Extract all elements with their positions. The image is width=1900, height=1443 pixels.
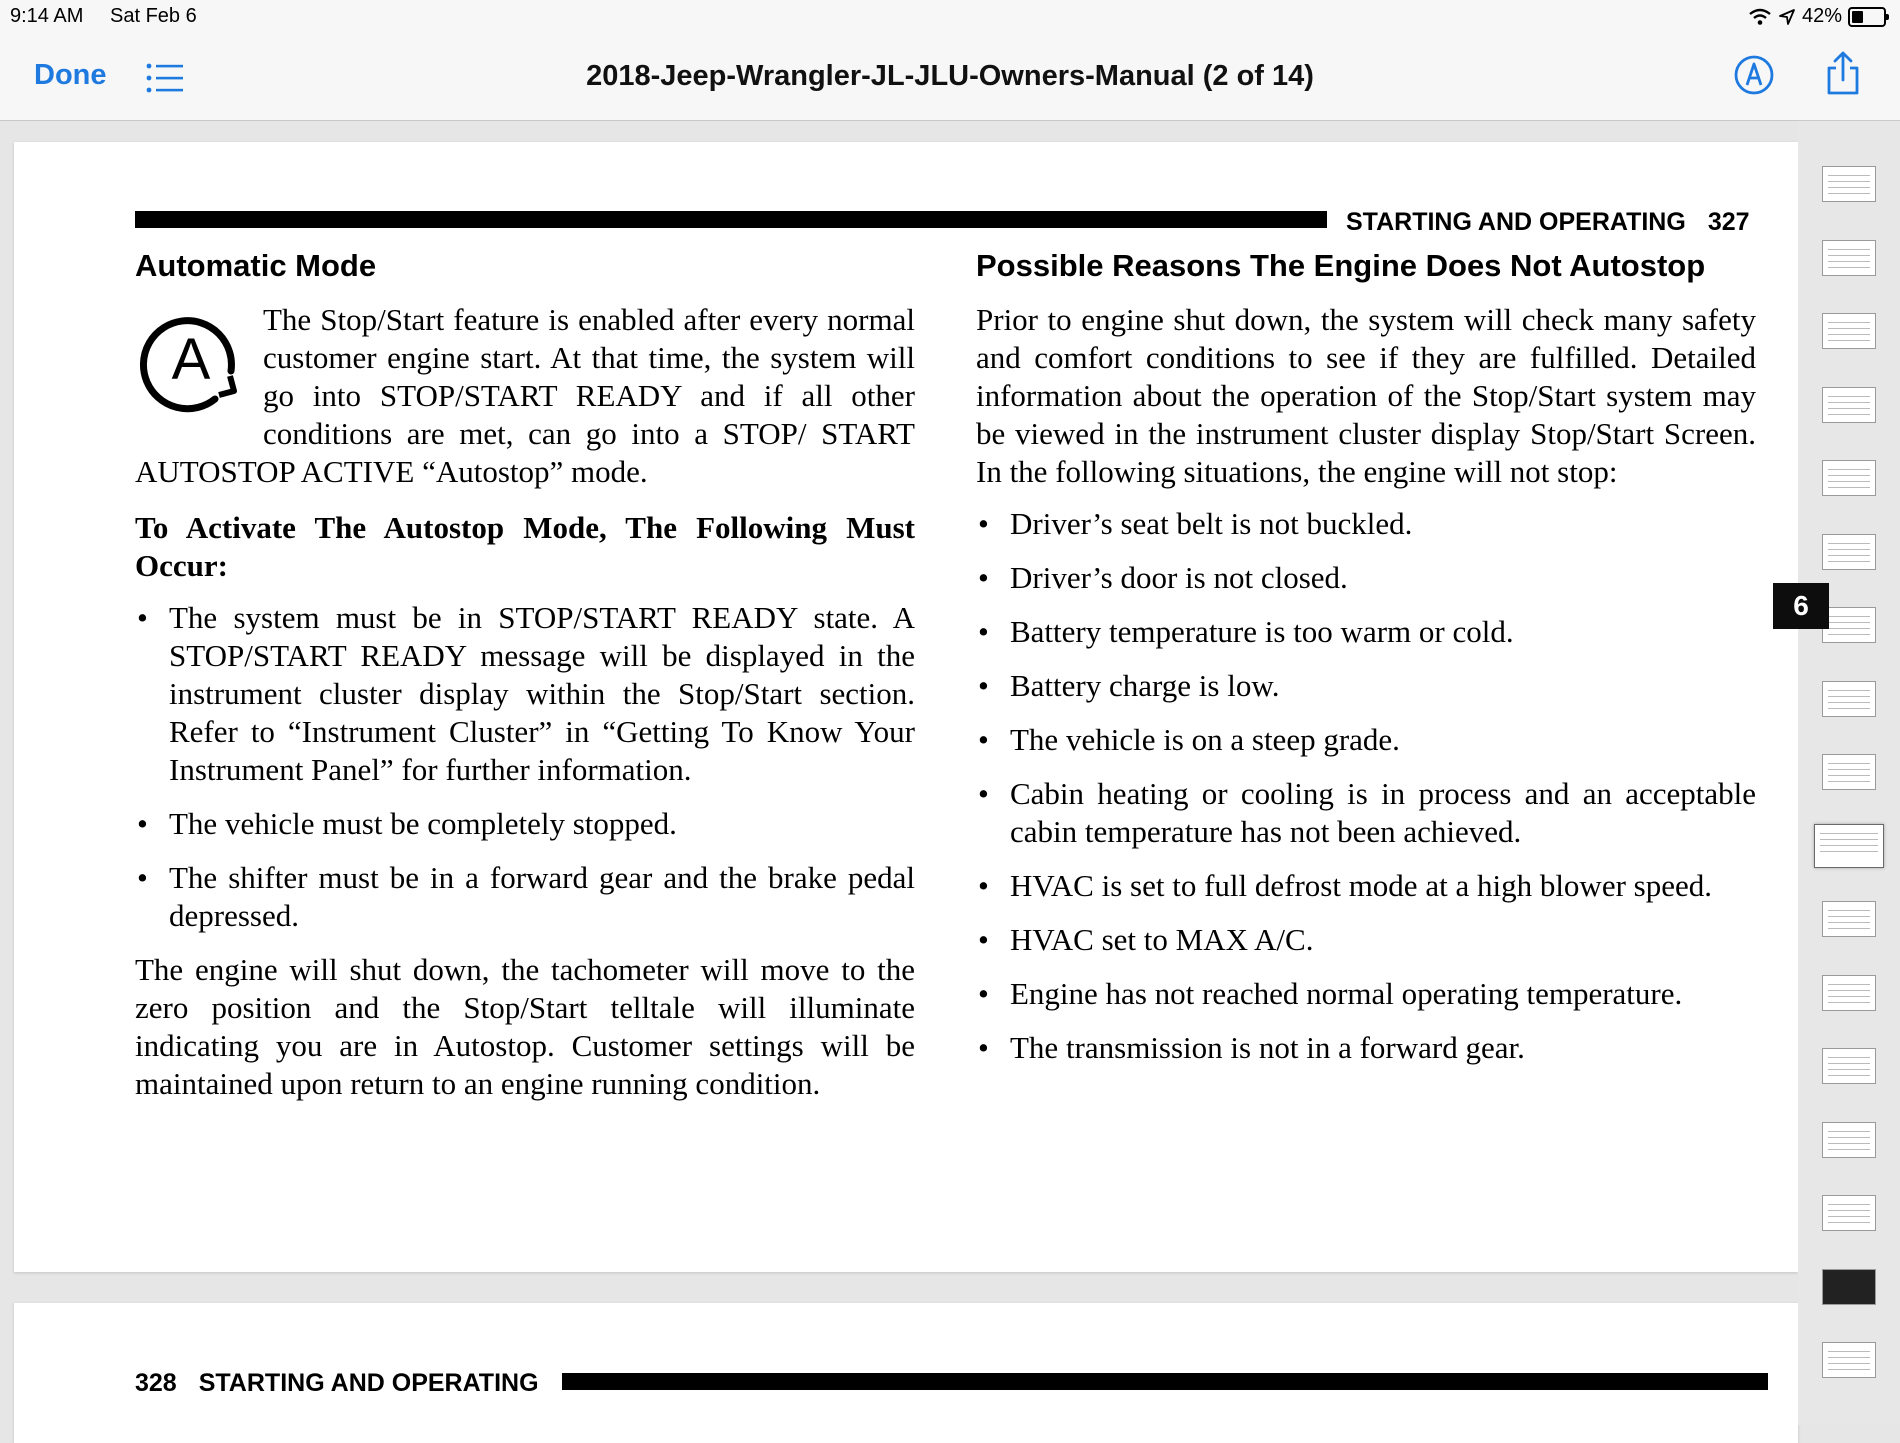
right-column [976, 247, 1756, 1083]
location-icon [1778, 8, 1796, 26]
left-column [135, 247, 915, 1117]
thumbnail-rail[interactable] [1798, 121, 1900, 1425]
page-thumbnail[interactable] [1822, 387, 1876, 423]
page-thumbnail[interactable] [1822, 1048, 1876, 1084]
share-icon[interactable] [1823, 50, 1863, 96]
list-item: • Engine has not reached normal operating temperature. [976, 975, 1756, 1013]
page-thumbnail[interactable] [1822, 1342, 1876, 1378]
list-item: • Battery temperature is too warm or cold. [976, 613, 1756, 651]
list-item: • Driver’s door is not closed. [976, 559, 1756, 597]
status-date: Sat Feb 6 [110, 5, 197, 27]
intro-paragraph: The Stop/Start feature is enabled after every normal customer engine start. At that time, the system will go into STOP/START READY and if all other conditions are met, can go into a STOP/ START AUTOSTOP ACTIVE “Autostop” mode. [135, 302, 915, 489]
next-page-number: 328 [135, 1369, 177, 1397]
status-time: 9:14 AM [10, 5, 84, 27]
page-thumbnail[interactable] [1822, 1269, 1876, 1305]
list-item: • The vehicle is on a steep grade. [976, 721, 1756, 759]
list-item: • The vehicle must be completely stopped. [135, 805, 915, 843]
intro-block [135, 301, 915, 505]
activation-subheading: To Activate The Autostop Mode, The Following Must Occur: [135, 510, 915, 583]
page-thumbnail[interactable] [1822, 1122, 1876, 1158]
list-item: • Driver’s seat belt is not buckled. [976, 505, 1756, 543]
list-item: • The shifter must be in a forward gear and the brake pedal depressed. [135, 859, 915, 935]
document-title: 2018-Jeep-Wrangler-JL-JLU-Owners-Manual (2 of 14) [586, 60, 1314, 92]
page-thumbnail[interactable] [1822, 975, 1876, 1011]
wifi-icon [1748, 8, 1772, 26]
reasons-intro-paragraph: Prior to engine shut down, the system will check many safety and comfort conditions to see if they are fulfilled. Detailed information about the operation of the Stop/Start system may be viewed in the instrument cluster display Stop/Start Screen. In the following situations, the engine will not stop: [976, 302, 1756, 489]
automatic-mode-heading: Automatic Mode [135, 248, 377, 283]
autostop-icon [135, 303, 247, 415]
page-thumbnail[interactable] [1822, 240, 1876, 276]
list-item: • Battery charge is low. [976, 667, 1756, 705]
page-thumbnail[interactable] [1822, 534, 1876, 570]
list-item: • The transmission is not in a forward gear. [976, 1029, 1756, 1067]
manual-page [14, 142, 1798, 1272]
list-item: • Cabin heating or cooling is in process and an acceptable cabin temperature has not been achieved. [976, 775, 1756, 851]
done-button[interactable]: Done [34, 59, 107, 91]
reasons-list [976, 505, 1756, 1067]
page-thumbnail[interactable] [1822, 1195, 1876, 1231]
status-bar [0, 0, 1900, 34]
list-item: • The system must be in STOP/START READY state. A STOP/START READY message will be displayed in the instrument cluster display within the Stop/Start section. Refer to “Instrument Cluster” in “Getting To Know Your Instrument Panel” for further information. [135, 599, 915, 789]
header-rule [135, 211, 1327, 228]
page-thumbnail[interactable] [1822, 754, 1876, 790]
closing-paragraph: The engine will shut down, the tachometer will move to the zero position and the Stop/Start telltale will illuminate indicating you are in Autostop. Customer settings will be maintained upon return to an engine running condition. [135, 952, 915, 1101]
next-page-section: STARTING AND OPERATING [198, 1369, 539, 1397]
next-page-header [135, 1369, 539, 1398]
section-title: STARTING AND OPERATING [1346, 208, 1686, 236]
battery-icon [1848, 7, 1886, 27]
page-thumbnail[interactable] [1822, 901, 1876, 937]
status-right [1748, 5, 1886, 28]
battery-level [1852, 11, 1863, 23]
battery-percent: 42% [1801, 5, 1842, 27]
page-number: 327 [1707, 208, 1750, 236]
page-thumbnail[interactable] [1822, 313, 1876, 349]
page-thumbnail[interactable] [1822, 166, 1876, 202]
chapter-tab[interactable]: 6 [1773, 583, 1829, 629]
page-thumbnail[interactable] [1822, 681, 1876, 717]
page-thumbnail[interactable] [1814, 824, 1884, 868]
list-item: • HVAC is set to full defrost mode at a high blower speed. [976, 867, 1756, 905]
running-head [1346, 208, 1750, 237]
navigation-bar [0, 34, 1900, 121]
markup-icon[interactable] [1733, 54, 1775, 96]
list-item: • HVAC set to MAX A/C. [976, 921, 1756, 959]
next-page-rule [562, 1373, 1768, 1390]
next-page [14, 1303, 1798, 1443]
possible-reasons-heading: Possible Reasons The Engine Does Not Autostop [976, 248, 1706, 283]
activation-list [135, 599, 915, 935]
svg-text:A: A [171, 327, 211, 392]
page-thumbnail[interactable] [1822, 607, 1876, 643]
page-thumbnail[interactable] [1822, 460, 1876, 496]
